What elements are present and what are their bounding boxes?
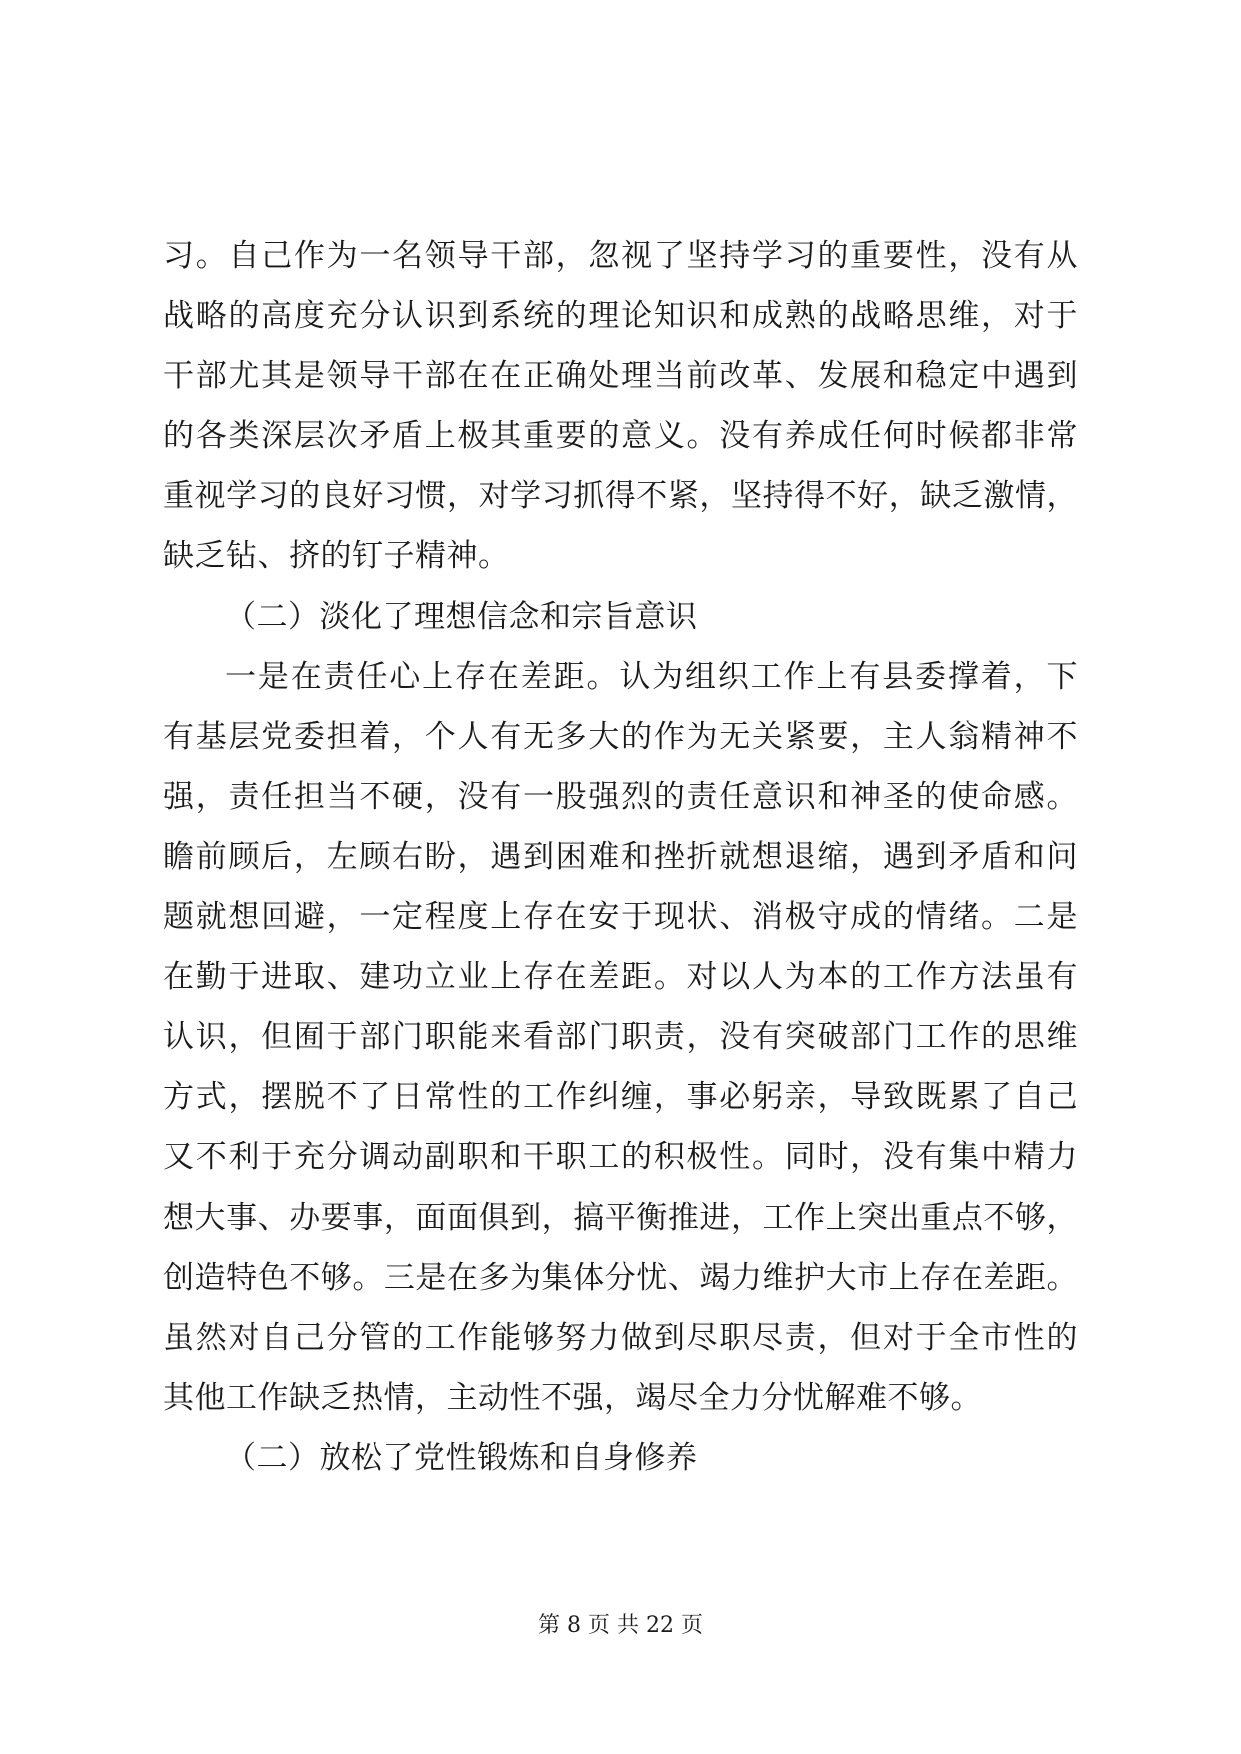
paragraph-line: 方式，摆脱不了日常性的工作纠缠，事必躬亲，导致既累了自己 — [163, 1079, 1078, 1116]
paragraph-line: 强，责任担当不硬，没有一股强烈的责任意识和神圣的使命感。 — [163, 778, 1078, 815]
paragraph-line: 干部尤其是领导干部在在正确处理当前改革、发展和稳定中遇到 — [163, 358, 1078, 395]
page-number-footer: 第 8 页 共 22 页 — [538, 1613, 703, 1638]
paragraph-line: 在勤于进取、建功立业上存在差距。对以人为本的工作方法虽有 — [163, 959, 1078, 996]
paragraph-line: 习。自己作为一名领导干部，忽视了坚持学习的重要性，没有从 — [163, 238, 1078, 274]
paragraph-line: 创造特色不够。三是在多为集体分忧、竭力维护大市上存在差距。 — [163, 1259, 1078, 1296]
paragraph-line: 认识，但囿于部门职能来看部门职责，没有突破部门工作的思维 — [163, 1019, 1078, 1056]
body-text — [163, 226, 1078, 1488]
paragraph-line: 战略的高度充分认识到系统的理论知识和成熟的战略思维，对于 — [163, 298, 1078, 335]
paragraph-line: 一是在责任心上存在差距。认为组织工作上有县委撑着，下 — [225, 658, 1078, 695]
paragraph-line: 有基层党委担着，个人有无多大的作为无关紧要，主人翁精神不 — [163, 718, 1078, 755]
paragraph-line: 瞻前顾后，左顾右盼，遇到困难和挫折就想退缩，遇到矛盾和问 — [163, 838, 1078, 875]
paragraph-line: 的各类深层次矛盾上极其重要的意义。没有养成任何时候都非常 — [163, 418, 1078, 455]
paragraph-line: 缺乏钻、挤的钉子精神。 — [163, 538, 510, 575]
paragraph-line: 又不利于充分调动副职和干职工的积极性。同时，没有集中精力 — [163, 1139, 1078, 1176]
paragraph-line: 虽然对自己分管的工作能够努力做到尽职尽责，但对于全市性的 — [163, 1319, 1078, 1356]
section-heading: （二）淡化了理想信念和宗旨意识 — [225, 598, 698, 635]
section-heading: （二）放松了党性锻炼和自身修养 — [225, 1439, 698, 1476]
paragraph-line: 想大事、办要事，面面俱到，搞平衡推进，工作上突出重点不够， — [163, 1199, 1078, 1236]
paragraph-line: 其他工作缺乏热情，主动性不强，竭尽全力分忧解难不够。 — [163, 1379, 982, 1416]
paragraph-line: 题就想回避，一定程度上存在安于现状、消极守成的情绪。二是 — [163, 899, 1078, 936]
paragraph-line: 重视学习的良好习惯，对学习抓得不紧，坚持得不好，缺乏激情， — [163, 478, 1078, 515]
